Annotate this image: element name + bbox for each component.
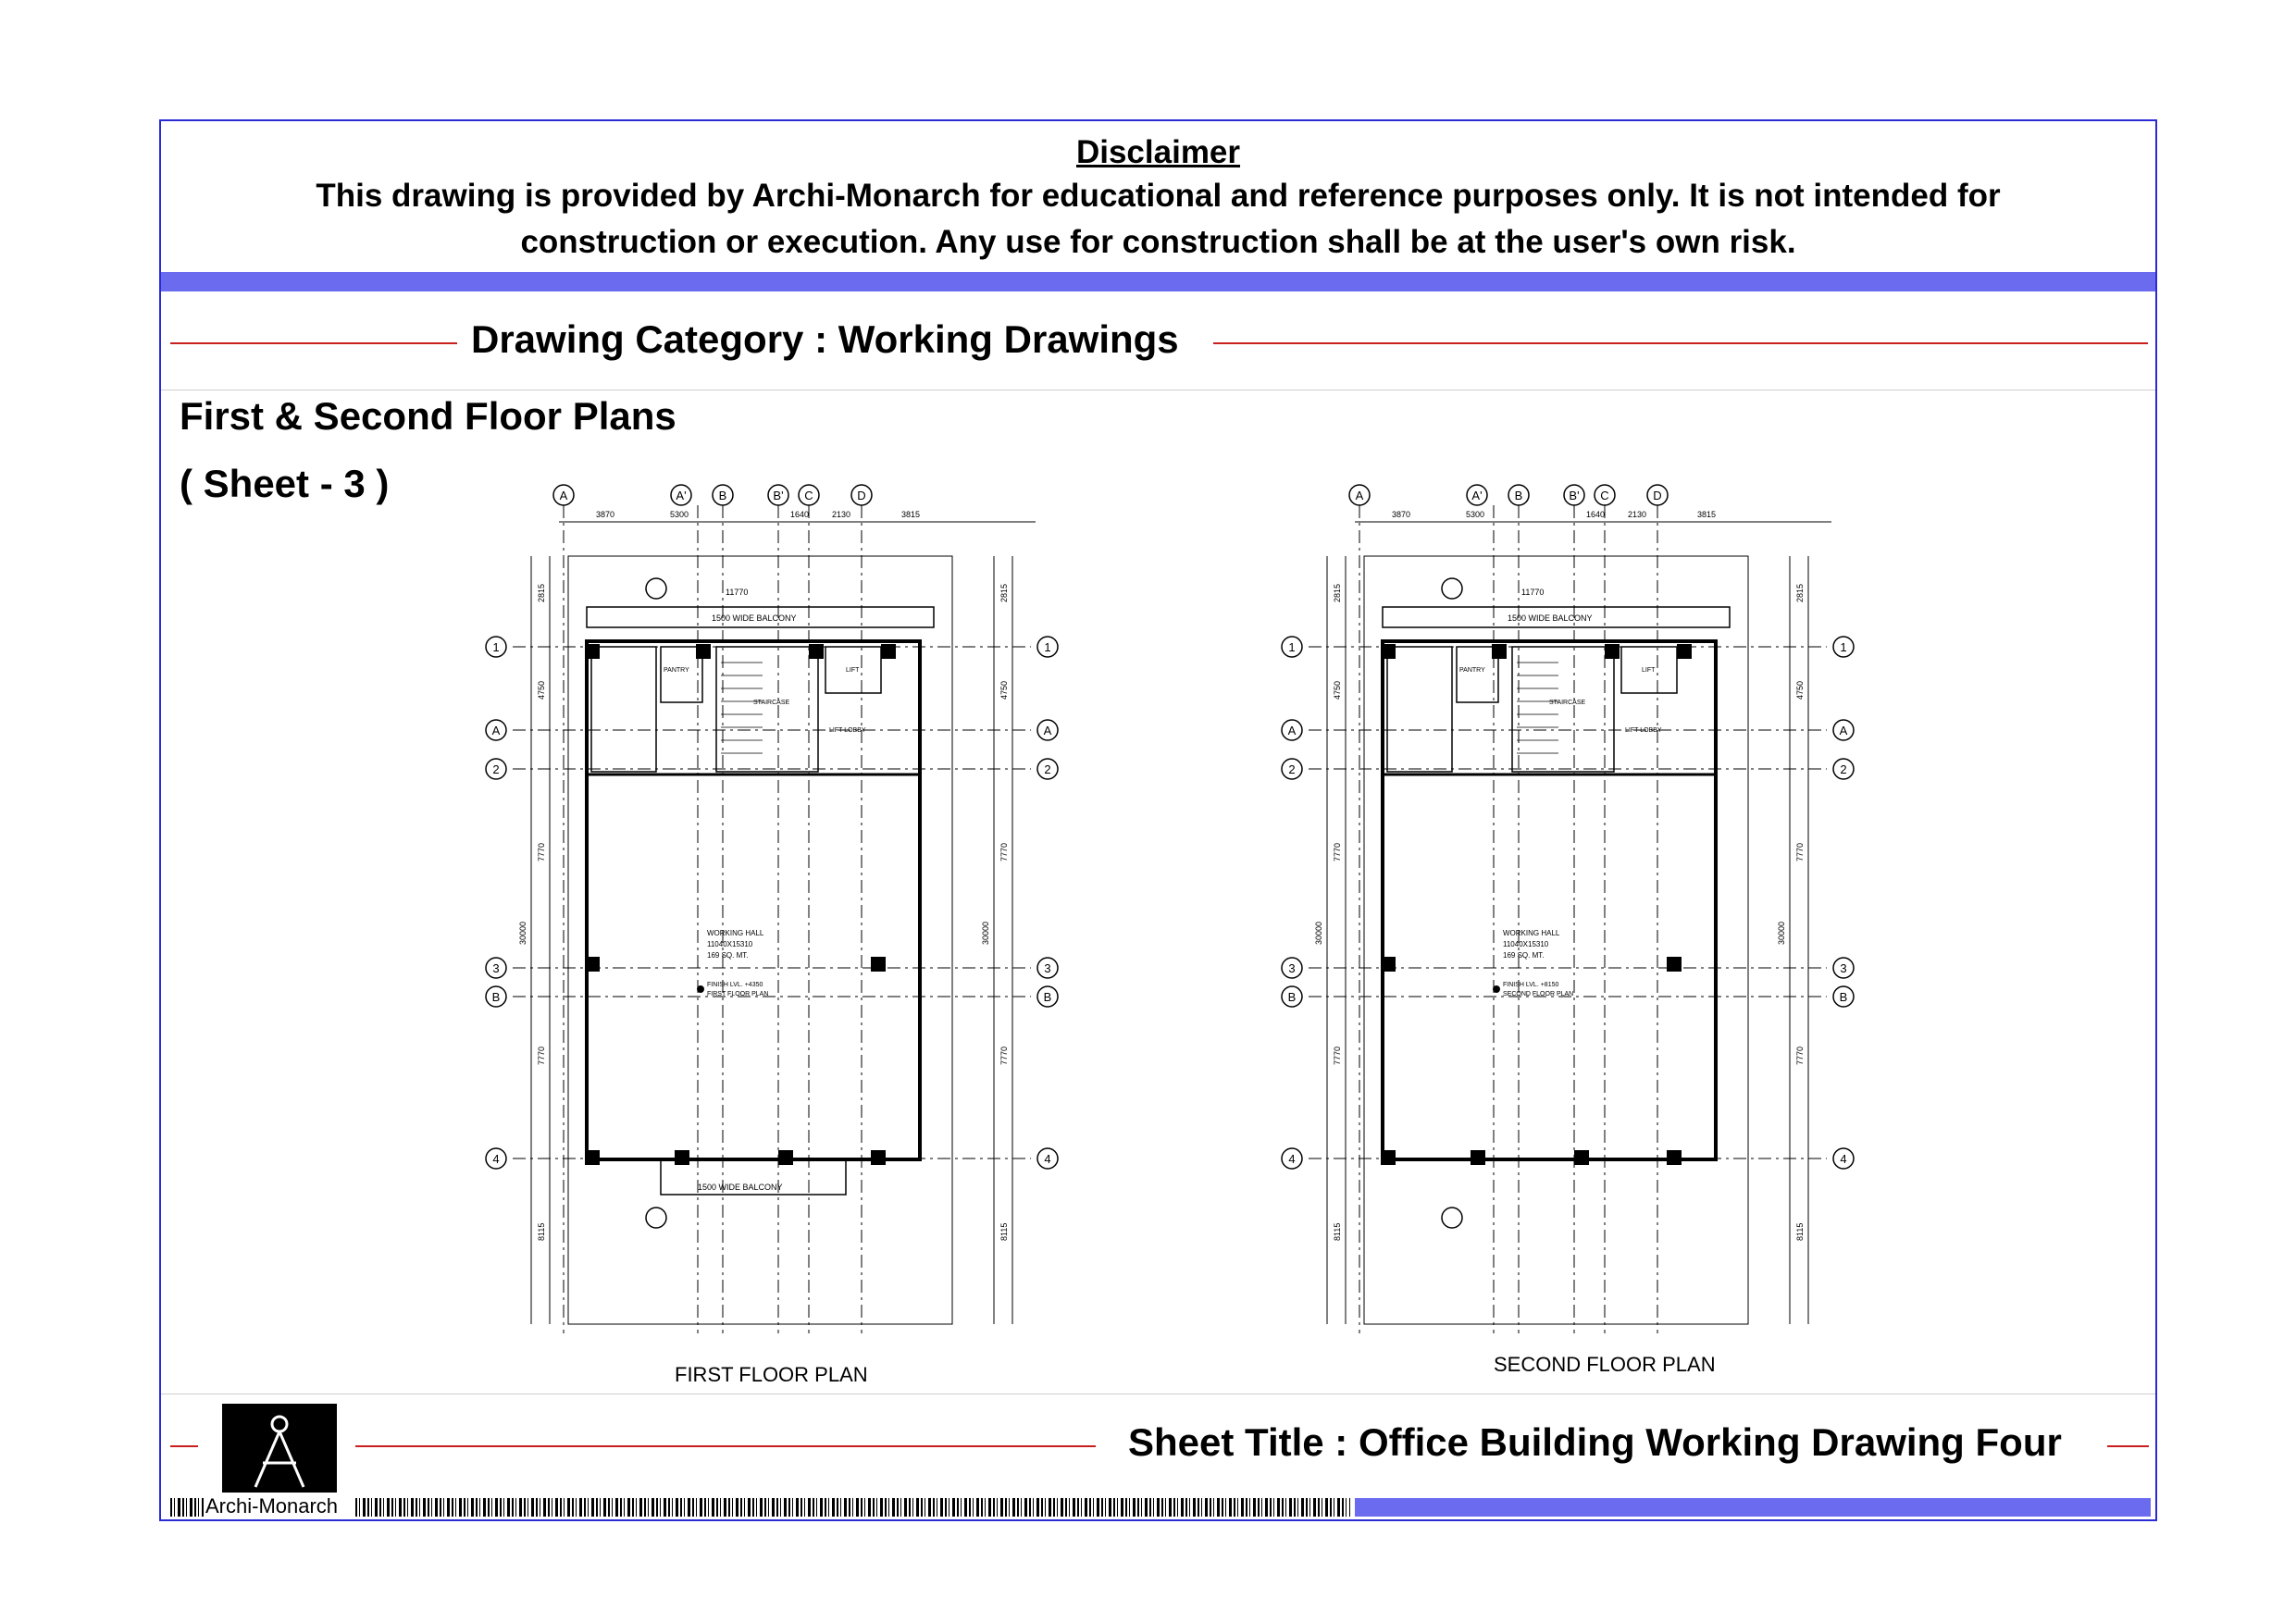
grid-label: B' <box>1569 489 1580 502</box>
structural-column <box>585 1150 600 1165</box>
structural-column <box>1667 957 1682 972</box>
dimension-text: 7770 <box>1333 1046 1342 1065</box>
grid-label: 4 <box>492 1152 500 1166</box>
footer-rule-left <box>170 1445 198 1447</box>
grid-label: D <box>857 489 866 502</box>
dimension-text: 1640 <box>790 510 810 519</box>
grid-label: 4 <box>1044 1152 1051 1166</box>
footer-accent-bar <box>1355 1498 2151 1517</box>
dimension-total: 30000 <box>1777 921 1786 945</box>
dimension-text: 4750 <box>999 680 1009 700</box>
first-floor-caption: FIRST FLOOR PLAN <box>675 1363 868 1386</box>
grid-label: C <box>804 489 813 502</box>
outer-wall <box>1383 641 1716 1159</box>
structural-column <box>881 644 896 659</box>
barcode-strip-left <box>170 1498 204 1517</box>
dimension-text: 7770 <box>537 1046 546 1065</box>
dimension-text: 5300 <box>670 510 689 519</box>
dimension-total: 30000 <box>1314 921 1323 945</box>
grid-label: A <box>491 724 501 737</box>
structural-column <box>696 644 711 659</box>
hall-size: 11040X15310 <box>707 940 753 948</box>
dimension-text: 5300 <box>1466 510 1485 519</box>
dimension-text: 4750 <box>537 680 546 700</box>
structural-column <box>871 957 886 972</box>
dimension-text: 8115 <box>1795 1222 1805 1241</box>
grid-label: 2 <box>1840 762 1847 776</box>
dimension-text: 8115 <box>999 1222 1009 1241</box>
dimension-text: 3870 <box>596 510 615 519</box>
grid-label: 1 <box>1044 640 1051 654</box>
structural-column <box>585 957 600 972</box>
lift-label: LIFT <box>1642 667 1656 674</box>
dimension-text: 3815 <box>901 510 921 519</box>
dimension-text: 7770 <box>1333 842 1342 861</box>
grid-label: A <box>1043 724 1052 737</box>
staircase-label: STAIRCASE <box>753 700 790 706</box>
structural-column <box>1381 644 1396 659</box>
grid-label: D <box>1653 489 1662 502</box>
hall-label: WORKING HALL <box>707 929 764 937</box>
second-floor-plan <box>1282 485 1854 1333</box>
dimension-text: 7770 <box>999 1046 1009 1065</box>
dimension-text: 3870 <box>1392 510 1411 519</box>
dimension-text: 8115 <box>1333 1222 1342 1241</box>
dimension-text: 7770 <box>537 842 546 861</box>
dimension-text: 1640 <box>1586 510 1606 519</box>
grid-label: 4 <box>1288 1152 1296 1166</box>
dimension-text: 2815 <box>1333 583 1342 602</box>
balcony-top-label: 1500 WIDE BALCONY <box>712 613 797 623</box>
floor-plans-drawing <box>161 121 2155 1394</box>
grid-label: B <box>1287 990 1297 1004</box>
disclaimer-line-2: construction or execution. Any use for construction shall be at the user's own risk. <box>520 224 1796 260</box>
dimension-text: 2815 <box>1795 583 1805 602</box>
structural-column <box>1677 644 1692 659</box>
grid-label: 1 <box>492 640 500 654</box>
structural-column <box>1381 1150 1396 1165</box>
dimension-text: 2815 <box>537 583 546 602</box>
dimension-total: 30000 <box>981 921 990 945</box>
pantry-label: PANTRY <box>1459 667 1485 674</box>
grid-label: 2 <box>1288 762 1296 776</box>
dimension-total: 11770 <box>1521 588 1545 597</box>
structural-column <box>675 1150 689 1165</box>
structural-column <box>871 1150 886 1165</box>
title-block <box>161 1394 2155 1524</box>
structural-column <box>1574 1150 1589 1165</box>
drawing-category: Drawing Category : Working Drawings <box>471 317 1179 361</box>
section-marker <box>646 1208 666 1228</box>
grid-label: 3 <box>1840 961 1847 975</box>
grid-label: B <box>1514 489 1523 502</box>
grid-label: 3 <box>1044 961 1051 975</box>
structural-column <box>1667 1150 1682 1165</box>
structural-column <box>1492 644 1507 659</box>
archi-monarch-logo <box>222 1404 337 1493</box>
dimension-text: 8115 <box>537 1222 546 1241</box>
lift-lobby-label: LIFT LOBBY <box>1625 727 1662 734</box>
dimension-text: 7770 <box>999 842 1009 861</box>
dimension-text: 4750 <box>1333 680 1342 700</box>
hall-size: 11040X15310 <box>1503 940 1549 948</box>
dimension-total: 30000 <box>518 921 527 945</box>
balcony-bottom-label: 1500 WIDE BALCONY <box>698 1183 783 1192</box>
dimension-text: 7770 <box>1795 1046 1805 1065</box>
grid-label: 2 <box>1044 762 1051 776</box>
level-name: SECOND FLOOR PLAN <box>1503 991 1574 997</box>
lift-label: LIFT <box>846 667 860 674</box>
section-marker <box>1442 578 1462 599</box>
section-marker <box>1442 1208 1462 1228</box>
dimension-text: 2130 <box>1628 510 1647 519</box>
grid-label: A <box>1287 724 1297 737</box>
grid-label: B <box>1839 990 1848 1004</box>
site-boundary <box>568 556 952 1324</box>
grid-label: A <box>559 489 568 502</box>
drawing-title: First & Second Floor Plans <box>180 394 676 438</box>
dimension-text: 2130 <box>832 510 851 519</box>
second-floor-caption: SECOND FLOOR PLAN <box>1494 1353 1716 1376</box>
grid-label: 2 <box>492 762 500 776</box>
grid-label: A' <box>1471 489 1483 502</box>
grid-label: B' <box>773 489 784 502</box>
sheet-number: ( Sheet - 3 ) <box>180 462 390 505</box>
structural-column <box>1605 644 1620 659</box>
dimension-text: 4750 <box>1795 680 1805 700</box>
hall-area: 169 SQ. MT. <box>1503 951 1545 960</box>
level-marker <box>697 985 704 993</box>
footer-rule-right <box>2107 1445 2149 1447</box>
grid-label: B <box>1043 990 1052 1004</box>
grid-label: 1 <box>1288 640 1296 654</box>
dimension-text: 3815 <box>1697 510 1717 519</box>
level-marker <box>1493 985 1500 993</box>
structural-column <box>585 644 600 659</box>
level-value: FINISH LVL. +4350 <box>707 982 763 988</box>
hall-label: WORKING HALL <box>1503 929 1560 937</box>
outer-wall <box>587 641 920 1159</box>
level-name: FIRST FLOOR PLAN <box>707 991 769 997</box>
level-value: FINISH LVL. +8150 <box>1503 982 1559 988</box>
toilet-block <box>591 647 656 772</box>
section-marker <box>646 578 666 599</box>
sheet-title: Sheet Title : Office Building Working Drawing Four <box>1128 1420 2062 1464</box>
drawing-sheet <box>159 119 2157 1521</box>
lift-lobby-label: LIFT LOBBY <box>829 727 866 734</box>
structural-column <box>1381 957 1396 972</box>
structural-column <box>778 1150 793 1165</box>
grid-label: 1 <box>1840 640 1847 654</box>
site-boundary <box>1364 556 1748 1324</box>
grid-label: B <box>718 489 727 502</box>
grid-label: B <box>491 990 501 1004</box>
disclaimer-line-1: This drawing is provided by Archi-Monarch for educational and reference purposes only. It is not intended for <box>316 178 2001 214</box>
dimension-text: 2815 <box>999 583 1009 602</box>
structural-column <box>1471 1150 1485 1165</box>
grid-label: A' <box>676 489 687 502</box>
grid-label: 3 <box>1288 961 1296 975</box>
toilet-block <box>1387 647 1452 772</box>
dimension-total: 11770 <box>726 588 749 597</box>
grid-label: 4 <box>1840 1152 1847 1166</box>
brand-name: Archi-Monarch <box>205 1494 339 1518</box>
staircase-label: STAIRCASE <box>1549 700 1586 706</box>
grid-label: C <box>1600 489 1609 502</box>
grid-label: A <box>1355 489 1364 502</box>
pantry-label: PANTRY <box>664 667 689 674</box>
footer-rule-middle <box>355 1445 1096 1447</box>
barcode-strip-right <box>355 1498 1350 1517</box>
structural-column <box>809 644 824 659</box>
first-floor-plan <box>486 485 1058 1333</box>
dimension-text: 7770 <box>1795 842 1805 861</box>
grid-label: A <box>1839 724 1848 737</box>
grid-label: 3 <box>492 961 500 975</box>
hall-area: 169 SQ. MT. <box>707 951 749 960</box>
balcony-top-label: 1500 WIDE BALCONY <box>1508 613 1593 623</box>
disclaimer-title: Disclaimer <box>1075 134 1241 170</box>
